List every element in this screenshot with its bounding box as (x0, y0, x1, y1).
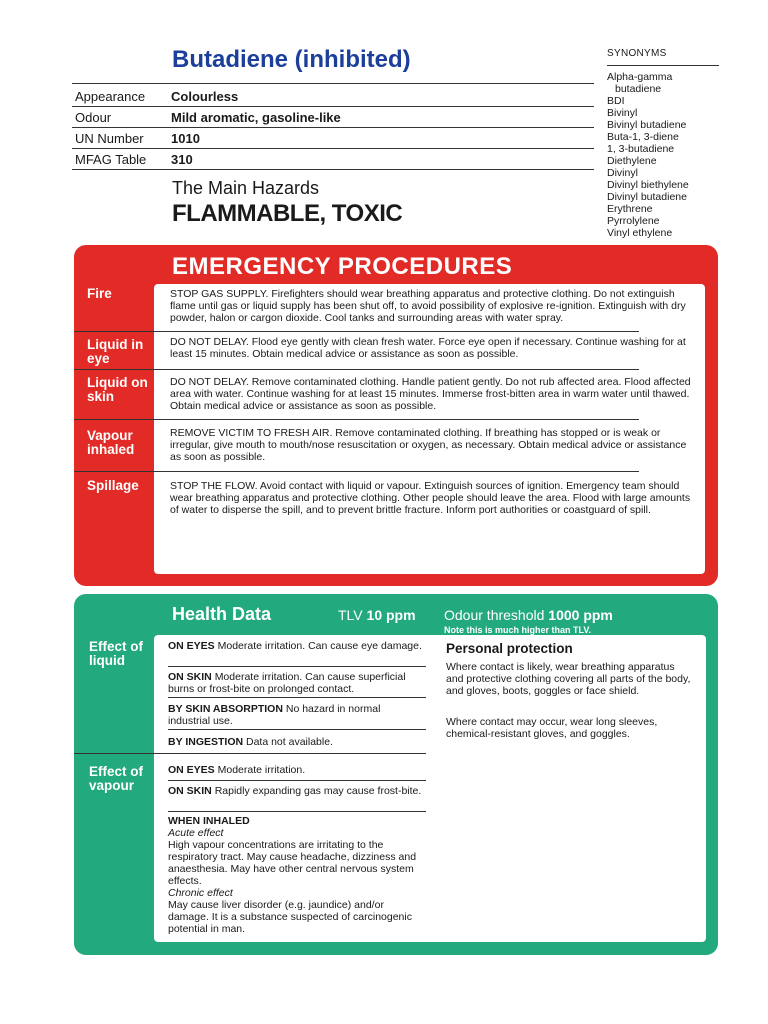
row-divider (168, 666, 426, 667)
synonym-item: Divinyl butadiene (607, 191, 687, 203)
synonym-item: Bivinyl butadiene (607, 119, 687, 131)
odour-note: Note this is much higher than TLV. (444, 625, 592, 635)
synonym-item: Vinyl ethylene (607, 227, 673, 239)
property-row (72, 86, 594, 107)
acute-effect-label: Acute effect (168, 827, 224, 839)
effect-text: No hazard in normal industrial use. (168, 703, 381, 727)
effect-of-vapour-label: Effect of vapour (89, 764, 143, 793)
effect-text: Moderate irritation. Can cause superficial burns or frost-bite on prolonged contact. (168, 671, 406, 695)
chronic-effect-label: Chronic effect (168, 887, 233, 899)
property-row (72, 107, 594, 128)
synonym-item: Erythrene (607, 203, 653, 215)
effect-text: Data not available. (246, 736, 333, 748)
health-title: Health Data (172, 604, 272, 624)
synonym-item: Bivinyl (607, 107, 638, 119)
row-divider (168, 780, 426, 781)
synonyms-list (607, 71, 719, 239)
property-value: 310 (171, 151, 193, 167)
synonym-item: butadiene (615, 83, 662, 95)
odour-threshold-label: Odour threshold (444, 607, 545, 623)
property-label: MFAG Table (75, 151, 147, 167)
tlv-value: 10 ppm (366, 607, 416, 623)
tlv-readout (338, 607, 416, 623)
title-divider (72, 83, 594, 84)
synonym-item: Alpha-gamma (607, 71, 673, 83)
synonym-item: BDI (607, 95, 625, 107)
procedure-label: Spillage (87, 478, 139, 493)
when-inhaled-block (168, 815, 424, 935)
row-divider (74, 471, 639, 472)
procedure-label: Liquid on skin (87, 375, 148, 404)
personal-protection-title: Personal protection (446, 641, 573, 656)
main-hazards-label: The Main Hazards (172, 178, 320, 198)
effect-text: Rapidly expanding gas may cause frost-bite. (214, 785, 422, 797)
property-label: Odour (75, 109, 112, 125)
odour-threshold-value: 1000 ppm (548, 607, 613, 623)
synonym-item: Diethylene (607, 155, 657, 167)
synonym-item: Divinyl (607, 167, 638, 179)
effect-head: ON EYES (168, 764, 215, 776)
synonym-item: 1, 3-butadiene (607, 143, 675, 155)
chronic-effect-text: May cause liver disorder (e.g. jaundice) and/or damage. It is a substance suspected of carcinogenic potential in man. (168, 899, 412, 935)
effect-of-liquid-label: Effect of liquid (89, 639, 143, 668)
property-row (72, 149, 594, 170)
emergency-content (87, 284, 705, 574)
substance-title: Butadiene (inhibited) (172, 46, 411, 73)
procedure-text: STOP GAS SUPPLY. Firefighters should wear breathing apparatus and protective clothing. Do not extinguish flame until gas or liquid supply has been shut off, to avoid possibility of explosive re-ignition. Extinguish with dry powder, halon or cargon dioxide. Cool tanks and surrounding areas with water spray. (170, 288, 686, 324)
row-divider (168, 729, 426, 730)
synonym-item: Buta-1, 3-diene (607, 131, 679, 143)
procedure-label: Liquid in eye (87, 337, 144, 366)
when-inhaled-head: WHEN INHALED (168, 815, 250, 827)
effect-head: BY SKIN ABSORPTION (168, 703, 283, 715)
property-row (72, 128, 594, 149)
procedure-text: STOP THE FLOW. Avoid contact with liquid or vapour. Extinguish sources of ignition. Emergency team should wear breathing apparatus and protective clothing. Other people should leave the area. Flood with large amounts of water to disperse the spill, and to prevent brittle fracture. Inform port authorities or coastguard of spill. (170, 480, 691, 516)
health-data-panel (74, 594, 718, 955)
effect-head: ON EYES (168, 640, 215, 652)
property-label: Appearance (75, 88, 146, 104)
effect-item (168, 703, 424, 727)
emergency-procedures-panel (74, 245, 718, 586)
effect-item (168, 736, 424, 748)
row-divider (168, 811, 426, 812)
odour-threshold-readout (444, 607, 613, 623)
procedure-text: DO NOT DELAY. Remove contaminated clothing. Handle patient gently. Do not rub affected area. Flood affected area with water. Continue washing for at least 15 minutes. Immerse frost-bitten area in warm water until thawed. Obtain medical advice or assistance as soon as possible. (170, 376, 691, 412)
property-value: Mild aromatic, gasoline-like (171, 109, 341, 125)
effect-head: BY INGESTION (168, 736, 244, 748)
section-divider (74, 753, 426, 754)
acute-effect-text: High vapour concentrations are irritating to the respiratory tract. May cause headache, dizziness and anaesthesia. May have other central nervous system effects. (168, 839, 417, 887)
effect-text: Moderate irritation. Can cause eye damage. (217, 640, 422, 652)
properties-table (72, 86, 594, 170)
procedure-text: REMOVE VICTIM TO FRESH AIR. Remove contaminated clothing. If breathing has stopped or is weak or irregular, give mouth to mouth/nose resuscitation or oxygen, as necessary. Obtain medical advice or assistance as soon as possible. (170, 427, 687, 463)
synonym-item: Pyrrolylene (607, 215, 660, 227)
effect-item (168, 764, 424, 776)
property-value: 1010 (171, 130, 200, 146)
synonym-item: Divinyl biethylene (607, 179, 689, 191)
health-content (154, 635, 706, 942)
property-label: UN Number (75, 130, 144, 146)
effect-item (168, 671, 424, 695)
row-divider (74, 369, 639, 370)
row-divider (168, 697, 426, 698)
procedure-label: Vapour inhaled (87, 428, 135, 457)
row-divider (74, 331, 639, 332)
row-divider (74, 419, 639, 420)
procedure-label: Fire (87, 286, 112, 301)
protection-paragraph: Where contact is likely, wear breathing apparatus and protective clothing covering all parts of the body, and gloves, boots, goggles or face shield. (446, 661, 691, 697)
effect-item (168, 785, 424, 797)
property-value: Colourless (171, 88, 239, 104)
effect-text: Moderate irritation. (217, 764, 306, 776)
main-hazards-value: FLAMMABLE, TOXIC (172, 200, 403, 227)
tlv-label: TLV (338, 607, 363, 623)
synonyms-heading: SYNONYMS (607, 48, 719, 66)
emergency-title: EMERGENCY PROCEDURES (172, 253, 513, 280)
procedure-text: DO NOT DELAY. Flood eye gently with clean fresh water. Force eye open if necessary. Continue washing for at least 15 minutes. Obtain medical advice or assistance as soon as possible. (170, 336, 686, 360)
synonyms-panel (607, 48, 719, 239)
protection-paragraph: Where contact may occur, wear long sleeves, chemical-resistant gloves, and goggles. (446, 716, 658, 740)
effect-item (168, 640, 424, 652)
effect-head: ON SKIN (168, 671, 212, 683)
effect-head: ON SKIN (168, 785, 212, 797)
